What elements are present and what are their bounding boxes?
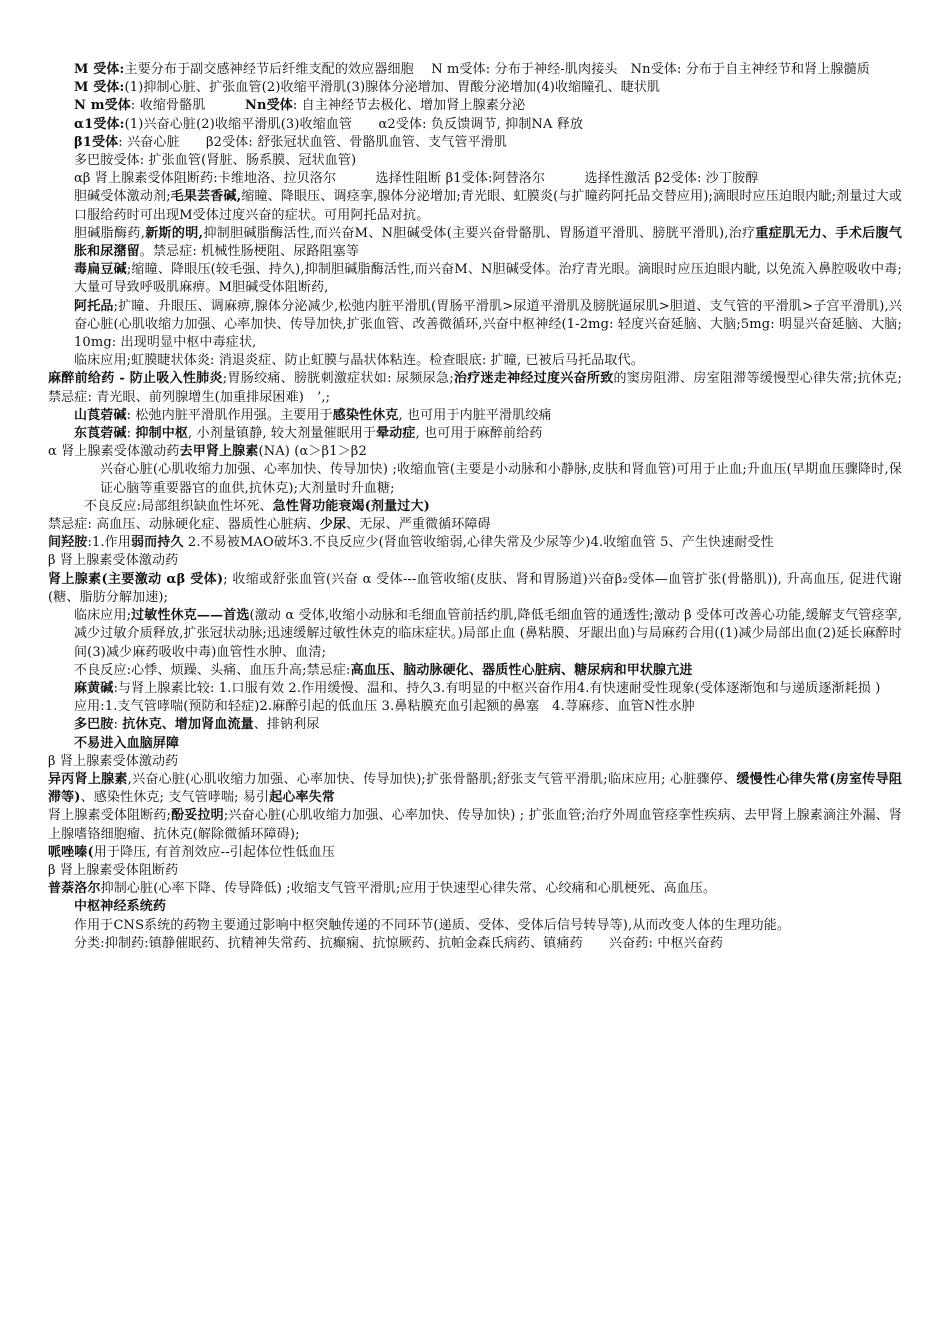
bold-term: M 受体: [74,80,125,96]
text-run: : [113,717,123,733]
bold-term: 急性肾功能衰竭(剂量过大) [272,498,430,514]
text-run: , 也可用于内脏平滑肌绞痛 [398,407,552,423]
paragraph [48,461,902,497]
text-run: , 小剂量镇静, 较大剂量催眠用于 [188,426,377,442]
text-run: : 自主神经节去极化、增加肾上腺素分泌 [292,98,526,114]
paragraph [48,134,902,152]
paragraph [48,898,902,916]
text-run: : 收缩骨骼肌 [130,98,245,114]
bold-term: 不易进入血脑屏障 [74,735,180,751]
bold-term: 高血压、脑动脉硬化、器质性心脏病、糖尿病和甲状腺亢进 [350,662,693,678]
text-run: ;胃肠绞痛、膀胱刺激症状如: 尿频尿急; [222,371,454,387]
bold-term: N m受体 [74,98,131,114]
text-run: 应用:1.支气管哮喘(预防和轻症)2.麻醉引起的低血压 3.鼻粘膜充血引起额的鼻塞 4.荨麻疹、血管N性水肿 [74,699,695,715]
paragraph [48,225,902,261]
text-run: : 松弛内脏平滑肌作用强。主要用于 [126,407,333,423]
text-run: 不良反应:心悸、烦躁、头痛、血压升高;禁忌症: [74,662,351,678]
text-run: 多巴胺受体: 扩张血管(肾脏、肠系膜、冠状血管) [74,153,357,169]
text-run: 的窦房阻滞、房室阻滞等缓慢型心律失常;抗休克;禁忌症: 青光眼、前列腺增生(加重排尿困难) ’,; [48,371,903,405]
text-run: 胆碱受体激动剂; [74,189,171,205]
paragraph [48,552,902,570]
paragraph [48,97,902,115]
text-run: 肾上腺素受体阻断药; [48,808,172,824]
text-run: 、无尿、严重微循环障碍 [346,517,491,533]
text-run: (1)抑制心脏、扩张血管(2)收缩平滑肌(3)腺体分泌增加、胃酸分泌增加(4)收缩瞳孔、睫状肌 [124,80,661,96]
paragraph [48,807,902,843]
paragraph [48,771,902,807]
paragraph [48,571,902,607]
text-run: 抑制胆碱脂酶活性,而兴奋M、N胆碱受体(主要兴奋骨骼肌、胃肠道平滑肌、膀胱平滑肌),治疗 [203,225,756,241]
text-run: 、排钠利尿 [253,717,320,733]
bold-term: 起心率失常 [269,790,335,806]
paragraph [48,407,902,425]
text-run: ,兴奋心脏(心肌收缩力加强、心率加快、传导加快);扩张骨骼肌;舒张支气管平滑肌;临床应用; 心脏骤停、 [127,771,737,787]
text-run: ; 收缩或舒张血管(兴奋 α 受体---血管收缩(皮肤、肾和胃肠道)兴奋β₂受体—血管扩张(骨骼肌)), 升高血压, 促进代谢(糖、脂肪分解加速); [48,571,902,605]
text-run: αβ 肾上腺素受体阻断药:卡维地洛、拉贝洛尔 选择性阻断 β1受体:阿替洛尔 选择性激活 β2受体: 沙丁胺醇 [74,171,759,187]
bold-term: 酚妥拉明 [171,808,224,824]
paragraph [48,352,902,370]
paragraph [48,880,902,898]
bold-term: 肾上腺素(主要激动 αβ 受体) [48,571,224,587]
text-run: 作用于CNS系统的药物主要通过影响中枢突触传递的不同环节(递质、受体、受体后信号转导等),从而改变人体的生理功能。 [74,917,791,933]
paragraph [48,735,902,753]
bold-term: Nn受体 [244,98,293,114]
bold-term: 麻黄碱 [74,680,114,696]
bold-term: 少尿 [319,517,347,533]
bold-term: 晕动症 [376,426,416,442]
bold-term: 去甲肾上腺素 [179,444,259,460]
text-run: : 兴奋心脏 β2受体: 舒张冠状血管、骨骼肌血管、支气管平滑肌 [118,134,508,150]
bold-term: 治疗迷走神经过度兴奋所致 [453,371,614,387]
paragraph [48,862,902,880]
paragraph [48,152,902,170]
bold-term: 抗休克、增加肾血流量 [122,717,254,733]
paragraph [48,844,902,862]
text-run: (NA) (α＞β1＞β2 [258,444,367,460]
bold-term: 弱而持久 [131,535,184,551]
paragraph [48,607,902,662]
text-run: 禁忌症: 高血压、动脉硬化症、器质性心脏病、 [48,517,320,533]
paragraph [48,662,902,680]
text-run: 、感染性休克; 支气管哮喘; 易引 [80,790,270,806]
bold-term: 中枢神经系统药 [74,899,167,915]
text-run: α 肾上腺素受体激动药 [48,444,180,460]
bold-term: 哌唑嗪( [48,844,94,860]
text-run: 兴奋心脏(心肌收缩力加强、心率加快、传导加快) ;收缩血管(主要是小动脉和小静脉,皮肤和肾血管)可用于止血;升血压(早期血压骤降时,保证心脑等重要器官的血供,抗休克);大剂量时升血糖; [100,462,902,496]
text-run: 用于降压, 有首剂效应--引起体位性低血压 [93,844,335,860]
text-run: β 肾上腺素受体激动药 [48,753,179,769]
text-run: :1.作用 [87,535,131,551]
bold-term: 新斯的明, [145,225,204,241]
paragraph [48,498,902,516]
text-run: ;扩瞳、升眼压、调麻痹,腺体分泌减少,松弛内脏平滑肌(胃肠平滑肌>尿道平滑肌及膀胱逼尿肌>胆道、支气管的平滑肌>子宫平滑肌),兴奋心脏(心肌收缩力加强、心率加快、传导加快,扩张血管、改善微循环,兴奋中枢神经(1-2mg: 轻度兴奋延脑、大脑;5mg: 明显兴奋延脑、大脑;10mg: 出现明显中枢中毒症状, [74,298,902,351]
text-run: 临床应用;虹膜睫状体炎: 消退炎症、防止虹膜与晶状体粘连。检查眼底: 扩瞳, 已被后马托品取代。 [74,353,644,369]
bold-term: 毛果芸香碱, [170,189,242,205]
text-run: (激动 α 受体,收缩小动脉和毛细血管前括约肌,降低毛细血管的通透性;激动 β 受体可改善心功能,缓解支气管痉挛,减少过敏介质释放,扩张冠状动脉;迅速缓解过敏性休克的临床症状。)局部止血 (鼻粘膜、牙龈出血)与局麻药合用((1)减少局部出血(2)延长麻醉时间(3)减少麻药吸收中毒)血管性水肿、血清; [74,608,902,660]
paragraph [48,370,902,406]
text-run: 缩瞳、降眼压、调痉挛,腺体分泌增加;青光眼、虹膜炎(与扩瞳药阿托品交替应用);滴眼时应压迫眼内眦;剂量过大或口服给药时可出现M受体过度兴奋的症状。可用阿托品对抗。 [74,189,902,223]
bold-term: 重症肌无力、手术后腹气胀和尿潴留 [74,225,902,260]
bold-term: 东莨菪碱 [74,426,127,442]
paragraph [48,935,902,953]
paragraph [48,698,902,716]
paragraph [48,425,902,443]
bold-term: 毒扁豆碱 [74,262,127,278]
text-run: 抑制心脏(心率下降、传导降低) ;收缩支气管平滑肌;应用于快速型心律失常、心绞痛和心肌梗死、高血压。 [100,881,717,897]
bold-term: M 受体: [74,62,125,77]
text-run: 2.不易被MAO破坏3.不良反应少(肾血管收缩弱,心律失常及少尿等少)4.收缩血管 5、产生快速耐受性 [183,535,774,551]
bold-term: α1受体: [74,116,125,132]
text-run: : [126,426,136,442]
bold-term: 间羟胺 [48,535,88,551]
paragraph [48,79,902,97]
bold-term: 阿托品 [74,298,114,314]
bold-term: 感染性休克 [332,407,399,423]
paragraph [48,680,902,698]
bold-term: β1受体 [74,134,119,150]
text-run: 胆碱脂酶药, [74,225,145,241]
paragraph [48,753,902,771]
bold-term: 麻醉前给药 - 防止吸入性肺炎 [48,371,223,387]
paragraph [48,188,902,224]
text-run: ;缩瞳、降眼压(较毛强、持久),抑制胆碱脂酶活性,而兴奋M、N胆碱受体。治疗青光眼。滴眼时应压迫眼内眦, 以免流入鼻腔吸收中毒; 大量可导致呼吸肌麻痹。M胆碱受体阻断药, [74,262,902,296]
text-run: β 肾上腺素受体阻断药 [48,862,179,878]
text-run: , 也可用于麻醉前给药 [415,426,543,442]
paragraph [48,516,902,534]
paragraph [48,116,902,134]
bold-term: 缓慢性心律失常(房室传导阻滞等) [48,771,902,806]
text-run: :与肾上腺素比较: 1.口服有效 2.作用缓慢、温和、持久3.有明显的中枢兴奋作用4.有快速耐受性现象(受体逐渐饱和与递质逐渐耗损 ) [113,680,881,696]
bold-term: 异丙肾上腺素 [48,771,128,787]
paragraph [48,716,902,734]
paragraph [48,298,902,353]
text-run: 临床应用; [74,608,132,624]
text-run: 不良反应:局部组织缺血性坏死、 [84,498,273,514]
text-run: (1)兴奋心脏(2)收缩平滑肌(3)收缩血管 α2受体: 负反馈调节, 抑制NA 释放 [124,116,584,132]
paragraph [48,443,902,461]
bold-term: 山莨菪碱 [74,407,127,423]
bold-term: 抑制中枢 [135,426,189,442]
paragraph [48,534,902,552]
text-run: 分类:抑制药:镇静催眠药、抗精神失常药、抗癫痫、抗惊厥药、抗帕金森氏病药、镇痛药 兴奋药: 中枢兴奋药 [74,935,724,951]
bold-term: 多巴胺 [74,717,114,733]
text-run: 。禁忌症: 机械性肠梗阻、尿路阻塞等 [139,244,359,260]
text-run: β 肾上腺素受体激动药 [48,553,179,569]
paragraph [48,61,902,79]
paragraph [48,917,902,935]
paragraph [48,261,902,297]
bold-term: 过敏性休克——首选 [131,608,250,624]
text-run: ;兴奋心脏(心肌收缩力加强、心率加快、传导加快) ; 扩张血管;治疗外周血管痉挛性疾病、去甲肾上腺素滴注外漏、肾上腺嗜铬细胞瘤、抗休克(解除微循环障碍); [48,808,902,842]
bold-term: 普萘洛尔 [48,881,101,897]
text-run: 主要分布于副交感神经节后纤维支配的效应器细胞 N m受体: 分布于神经-肌肉接头 Nn受体: 分布于自主神经节和肾上腺髓质 [124,62,870,77]
paragraph [48,170,902,188]
